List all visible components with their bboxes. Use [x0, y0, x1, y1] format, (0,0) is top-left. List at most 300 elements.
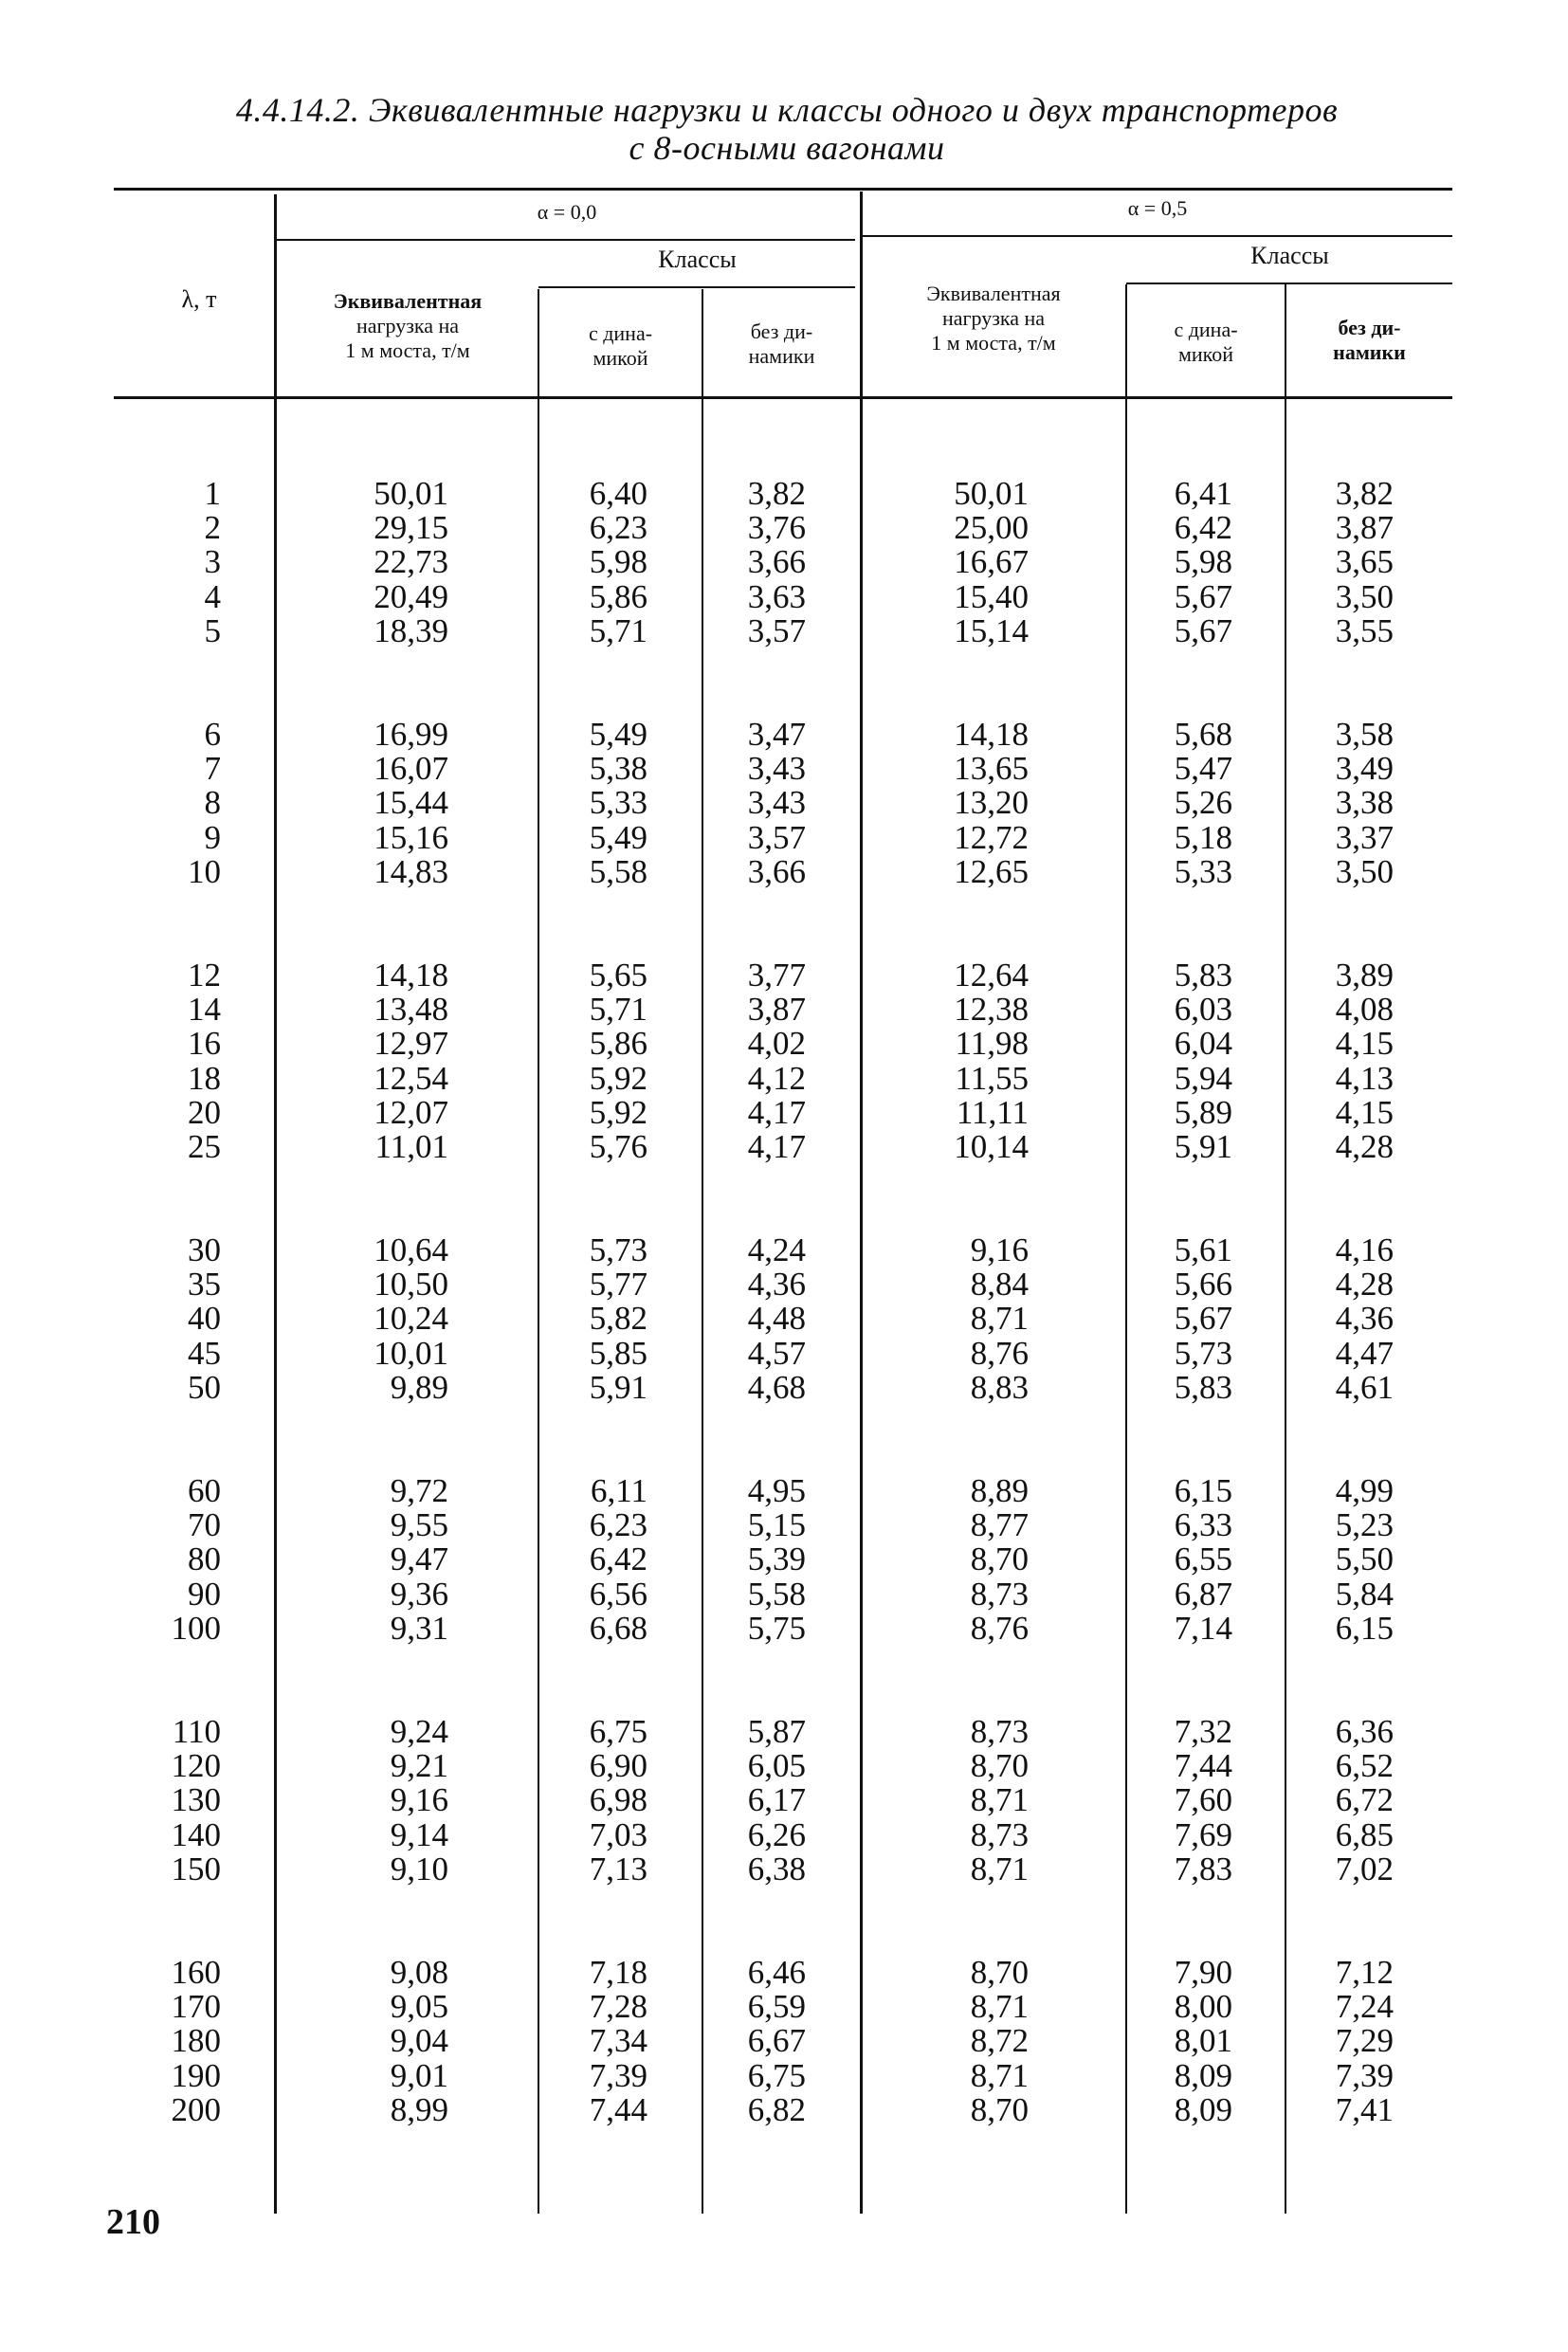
- column-a5-with-dynamics-group-4: [1081, 1233, 1232, 1405]
- table-cell: 3,87: [1335, 509, 1394, 547]
- table-cell: 14,83: [374, 852, 448, 890]
- table-cell: 10,64: [374, 1231, 448, 1268]
- column-a0-with-dynamics-group-7: [496, 1956, 647, 2127]
- table-cell: 3,63: [747, 577, 806, 615]
- table-cell: 4,13: [1335, 1059, 1394, 1097]
- header-classes-a5: Классы: [1250, 242, 1329, 269]
- table-cell: 90: [188, 1575, 221, 1613]
- table-cell: 4,08: [1335, 991, 1394, 1029]
- column-a5-with-dynamics-group-5: [1081, 1474, 1232, 1646]
- table-cell: 8,73: [970, 1815, 1029, 1853]
- table-cell: 9,16: [970, 1231, 1029, 1268]
- table-cell: 6,11: [591, 1472, 647, 1509]
- table-cell: 6,26: [747, 1815, 806, 1853]
- table-cell: 22,73: [374, 543, 448, 581]
- table-cell: 20: [188, 1093, 221, 1131]
- table-cell: 4,57: [747, 1334, 806, 1372]
- table-cell: 5,98: [1174, 543, 1232, 581]
- column-a0-without-dynamics-group-5: [654, 1474, 806, 1646]
- table-cell: 3,89: [1335, 957, 1394, 994]
- table-cell: 14,18: [374, 957, 448, 994]
- table-cell: 8: [204, 784, 221, 822]
- table-cell: 10,01: [374, 1334, 448, 1372]
- table-cell: 15,44: [374, 784, 448, 822]
- table-cell: 130: [171, 1781, 221, 1819]
- column-a0-load-group-7: [297, 1956, 448, 2127]
- table-cell: 5,67: [1174, 611, 1232, 649]
- table-cell: 6,82: [747, 2090, 806, 2128]
- table-cell: 5,71: [589, 991, 647, 1029]
- table-cell: 5,87: [747, 1713, 806, 1750]
- column-a0-with-dynamics-group-5: [496, 1474, 647, 1646]
- table-cell: 8,00: [1174, 1988, 1232, 2026]
- table-cell: 15,40: [954, 577, 1029, 615]
- table-cell: 5,61: [1174, 1231, 1232, 1268]
- table-cell: 5,89: [1174, 1093, 1232, 1131]
- column-a0-without-dynamics-group-3: [654, 958, 806, 1164]
- column-divider-lambda: [274, 194, 277, 2214]
- column-a5-load-group-1: [877, 477, 1029, 648]
- table-cell: 5,86: [589, 577, 647, 615]
- page-number: 210: [106, 2202, 160, 2242]
- table-cell: 5,67: [1174, 1300, 1232, 1338]
- table-cell: 45: [188, 1334, 221, 1372]
- table-cell: 7,83: [1174, 1850, 1232, 1887]
- column-lambda-group-1: [69, 477, 221, 648]
- table-cell: 10,24: [374, 1300, 448, 1338]
- table-cell: 9,14: [390, 1815, 448, 1853]
- alpha-header-rule-left: [275, 239, 855, 241]
- table-cell: 6,52: [1335, 1747, 1394, 1785]
- table-cell: 4,24: [747, 1231, 806, 1268]
- table-cell: 4: [204, 577, 221, 615]
- table-cell: 3,50: [1335, 577, 1394, 615]
- table-cell: 8,71: [970, 2056, 1029, 2094]
- header-without-dyn-a0-line1: без ди-: [750, 319, 813, 343]
- table-cell: 7,02: [1335, 1850, 1394, 1887]
- table-cell: 5,71: [589, 611, 647, 649]
- table-cell: 3,65: [1335, 543, 1394, 581]
- column-a5-load-group-3: [877, 958, 1029, 1164]
- table-cell: 9,36: [390, 1575, 448, 1613]
- table-cell: 5,15: [747, 1506, 806, 1544]
- table-cell: 5,33: [1174, 852, 1232, 890]
- table-cell: 8,71: [970, 1781, 1029, 1819]
- table-cell: 8,70: [970, 1541, 1029, 1578]
- table-cell: 3,82: [747, 475, 806, 512]
- table-cell: 190: [171, 2056, 221, 2094]
- column-a0-load-group-5: [297, 1474, 448, 1646]
- table-cell: 29,15: [374, 509, 448, 547]
- column-a5-without-dynamics-group-7: [1242, 1956, 1394, 2127]
- table-cell: 25,00: [954, 509, 1029, 547]
- table-cell: 5,75: [747, 1609, 806, 1647]
- table-cell: 5,33: [589, 784, 647, 822]
- table-cell: 9,31: [390, 1609, 448, 1647]
- table-cell: 4,68: [747, 1368, 806, 1406]
- table-cell: 5,73: [1174, 1334, 1232, 1372]
- header-alpha-05: α = 0,5: [1127, 196, 1188, 220]
- table-cell: 5,77: [589, 1266, 647, 1304]
- table-cell: 4,17: [747, 1127, 806, 1165]
- table-title-line-1: 4.4.14.2. Эквивалентные нагрузки и классы одного и двух транспортеров: [235, 91, 1339, 129]
- table-cell: 7,41: [1335, 2090, 1394, 2128]
- table-cell: 8,73: [970, 1575, 1029, 1613]
- table-cell: 2: [204, 509, 221, 547]
- table-cell: 50,01: [374, 475, 448, 512]
- table-cell: 7,03: [589, 1815, 647, 1853]
- table-cell: 8,70: [970, 1747, 1029, 1785]
- table-cell: 16,67: [954, 543, 1029, 581]
- table-cell: 9,47: [390, 1541, 448, 1578]
- table-cell: 9,72: [390, 1472, 448, 1509]
- table-cell: 14: [188, 991, 221, 1029]
- column-a5-without-dynamics-group-3: [1242, 958, 1394, 1164]
- table-cell: 6,42: [1174, 509, 1232, 547]
- table-cell: 5,91: [1174, 1127, 1232, 1165]
- table-cell: 7,28: [589, 1988, 647, 2026]
- table-cell: 3,87: [747, 991, 806, 1029]
- table-cell: 9,21: [390, 1747, 448, 1785]
- table-cell: 8,70: [970, 1954, 1029, 1991]
- table-cell: 7,24: [1335, 1988, 1394, 2026]
- table-cell: 8,71: [970, 1988, 1029, 2026]
- table-cell: 6,55: [1174, 1541, 1232, 1578]
- header-without-dyn-a5-line1: без ди-: [1338, 316, 1401, 339]
- table-cell: 12,65: [954, 852, 1029, 890]
- table-cell: 30: [188, 1231, 221, 1268]
- table-cell: 6,75: [589, 1713, 647, 1750]
- table-cell: 6,17: [747, 1781, 806, 1819]
- table-cell: 5,23: [1335, 1506, 1394, 1544]
- table-cell: 16: [188, 1025, 221, 1063]
- table-cell: 8,84: [970, 1266, 1029, 1304]
- column-a5-with-dynamics-group-7: [1081, 1956, 1232, 2127]
- table-cell: 4,99: [1335, 1472, 1394, 1509]
- table-cell: 5,39: [747, 1541, 806, 1578]
- table-cell: 3,77: [747, 957, 806, 994]
- column-a5-load-group-6: [877, 1715, 1029, 1887]
- table-cell: 3,38: [1335, 784, 1394, 822]
- table-cell: 12,38: [954, 991, 1029, 1029]
- table-cell: 6,04: [1174, 1025, 1232, 1063]
- table-cell: 3,47: [747, 716, 806, 753]
- column-a0-load-group-3: [297, 958, 448, 1164]
- table-cell: 9,55: [390, 1506, 448, 1544]
- header-without-dyn-a5-line2: намики: [1333, 340, 1406, 364]
- table-cell: 1: [204, 475, 221, 512]
- table-cell: 4,17: [747, 1093, 806, 1131]
- table-cell: 100: [171, 1609, 221, 1647]
- column-a0-without-dynamics-group-6: [654, 1715, 806, 1887]
- table-cell: 5,47: [1174, 750, 1232, 788]
- table-cell: 3: [204, 543, 221, 581]
- table-cell: 6,36: [1335, 1713, 1394, 1750]
- table-cell: 5,58: [589, 852, 647, 890]
- header-without-dyn-a0-line2: намики: [748, 344, 815, 368]
- header-equiv-a5-line2: нагрузка на: [941, 306, 1046, 330]
- table-cell: 6,41: [1174, 475, 1232, 512]
- table-cell: 13,48: [374, 991, 448, 1029]
- table-cell: 14,18: [954, 716, 1029, 753]
- table-cell: 4,16: [1335, 1231, 1394, 1268]
- table-cell: 50,01: [954, 475, 1029, 512]
- table-cell: 7,14: [1174, 1609, 1232, 1647]
- table-cell: 35: [188, 1266, 221, 1304]
- table-cell: 3,43: [747, 750, 806, 788]
- table-cell: 12,07: [374, 1093, 448, 1131]
- table-cell: 12: [188, 957, 221, 994]
- table-cell: 3,37: [1335, 818, 1394, 856]
- table-cell: 4,36: [1335, 1300, 1394, 1338]
- classes-rule-right: [1126, 283, 1452, 284]
- table-cell: 5,50: [1335, 1541, 1394, 1578]
- column-lambda-group-3: [69, 958, 221, 1164]
- table-cell: 120: [171, 1747, 221, 1785]
- table-cell: 8,09: [1174, 2090, 1232, 2128]
- table-cell: 8,83: [970, 1368, 1029, 1406]
- table-cell: 7,44: [1174, 1747, 1232, 1785]
- column-lambda-group-7: [69, 1956, 221, 2127]
- table-cell: 15,16: [374, 818, 448, 856]
- column-a0-without-dynamics-group-4: [654, 1233, 806, 1405]
- table-cell: 9,05: [390, 1988, 448, 2026]
- table-cell: 5,76: [589, 1127, 647, 1165]
- table-cell: 6,90: [589, 1747, 647, 1785]
- column-a0-load-group-6: [297, 1715, 448, 1887]
- column-a5-load-group-7: [877, 1956, 1029, 2127]
- table-cell: 80: [188, 1541, 221, 1578]
- column-a5-load-group-2: [877, 718, 1029, 889]
- table-cell: 10: [188, 852, 221, 890]
- table-cell: 5: [204, 611, 221, 649]
- table-cell: 6,03: [1174, 991, 1232, 1029]
- table-cell: 8,70: [970, 2090, 1029, 2128]
- classes-rule-left: [538, 286, 855, 288]
- table-cell: 16,99: [374, 716, 448, 753]
- table-cell: 5,65: [589, 957, 647, 994]
- table-cell: 5,73: [589, 1231, 647, 1268]
- table-cell: 5,94: [1174, 1059, 1232, 1097]
- table-cell: 12,72: [954, 818, 1029, 856]
- table-cell: 6,98: [589, 1781, 647, 1819]
- column-lambda-group-2: [69, 718, 221, 889]
- table-cell: 5,68: [1174, 716, 1232, 753]
- table-cell: 9,24: [390, 1713, 448, 1750]
- table-cell: 70: [188, 1506, 221, 1544]
- table-cell: 9,08: [390, 1954, 448, 1991]
- table-cell: 5,83: [1174, 957, 1232, 994]
- table-cell: 160: [171, 1954, 221, 1991]
- table-cell: 5,84: [1335, 1575, 1394, 1613]
- table-cell: 8,01: [1174, 2022, 1232, 2060]
- column-divider-alpha: [860, 191, 863, 2214]
- table-cell: 4,02: [747, 1025, 806, 1063]
- table-cell: 3,49: [1335, 750, 1394, 788]
- table-cell: 4,28: [1335, 1127, 1394, 1165]
- table-cell: 4,28: [1335, 1266, 1394, 1304]
- table-cell: 7,12: [1335, 1954, 1394, 1991]
- header-with-dyn-a0-line1: с дина-: [588, 321, 653, 345]
- table-cell: 6,23: [589, 1506, 647, 1544]
- table-cell: 11,11: [956, 1093, 1029, 1131]
- table-cell: 6,38: [747, 1850, 806, 1887]
- table-cell: 8,89: [970, 1472, 1029, 1509]
- table-cell: 4,47: [1335, 1334, 1394, 1372]
- header-classes-a0: Классы: [658, 246, 737, 273]
- table-cell: 8,99: [390, 2090, 448, 2128]
- table-cell: 3,66: [747, 852, 806, 890]
- table-cell: 9,10: [390, 1850, 448, 1887]
- table-cell: 7,90: [1174, 1954, 1232, 1991]
- table-cell: 10,50: [374, 1266, 448, 1304]
- table-cell: 8,71: [970, 1300, 1029, 1338]
- table-cell: 8,73: [970, 1713, 1029, 1750]
- table-cell: 6,33: [1174, 1506, 1232, 1544]
- table-cell: 150: [171, 1850, 221, 1887]
- column-lambda-group-6: [69, 1715, 221, 1887]
- table-cell: 6,15: [1335, 1609, 1394, 1647]
- table-cell: 25: [188, 1127, 221, 1165]
- table-cell: 7,39: [589, 2056, 647, 2094]
- column-lambda-group-5: [69, 1474, 221, 1646]
- table-cell: 7: [204, 750, 221, 788]
- header-with-dyn-a5-line2: микой: [1177, 342, 1234, 366]
- table-cell: 5,92: [589, 1059, 647, 1097]
- header-with-dyn-a5-line1: с дина-: [1174, 318, 1238, 341]
- table-cell: 6,59: [747, 1988, 806, 2026]
- column-lambda-group-4: [69, 1233, 221, 1405]
- table-cell: 4,48: [747, 1300, 806, 1338]
- table-cell: 12,64: [954, 957, 1029, 994]
- table-cell: 6: [204, 716, 221, 753]
- table-cell: 5,49: [589, 716, 647, 753]
- table-cell: 8,77: [970, 1506, 1029, 1544]
- table-cell: 10,14: [954, 1127, 1029, 1165]
- table-cell: 5,58: [747, 1575, 806, 1613]
- table-cell: 7,29: [1335, 2022, 1394, 2060]
- table-cell: 6,42: [589, 1541, 647, 1578]
- table-cell: 8,71: [970, 1850, 1029, 1887]
- table-cell: 3,50: [1335, 852, 1394, 890]
- column-a0-without-dynamics-group-2: [654, 718, 806, 889]
- table-cell: 11,55: [955, 1059, 1029, 1097]
- header-lambda: λ, т: [181, 285, 217, 313]
- table-cell: 6,15: [1174, 1472, 1232, 1509]
- table-cell: 11,98: [955, 1025, 1029, 1063]
- column-a5-without-dynamics-group-6: [1242, 1715, 1394, 1887]
- table-cell: 18: [188, 1059, 221, 1097]
- table-cell: 200: [171, 2090, 221, 2128]
- table-cell: 5,82: [589, 1300, 647, 1338]
- table-cell: 9,89: [390, 1368, 448, 1406]
- header-alpha-0: α = 0,0: [537, 200, 597, 224]
- header-bottom-rule: [114, 396, 1452, 399]
- table-cell: 3,57: [747, 818, 806, 856]
- table-cell: 7,39: [1335, 2056, 1394, 2094]
- table-cell: 8,76: [970, 1609, 1029, 1647]
- table-cell: 6,85: [1335, 1815, 1394, 1853]
- column-a0-without-dynamics-group-1: [654, 477, 806, 648]
- table-cell: 13,20: [954, 784, 1029, 822]
- column-a0-load-group-4: [297, 1233, 448, 1405]
- column-a5-with-dynamics-group-2: [1081, 718, 1232, 889]
- table-cell: 6,23: [589, 509, 647, 547]
- table-cell: 5,92: [589, 1093, 647, 1131]
- table-cell: 6,46: [747, 1954, 806, 1991]
- table-title-line-2: с 8-осными вагонами: [629, 129, 945, 167]
- table-cell: 3,58: [1335, 716, 1394, 753]
- header-equiv-a0-line1: Эквивалентная: [333, 289, 483, 313]
- table-cell: 180: [171, 2022, 221, 2060]
- header-equiv-a0-line3: 1 м моста, т/м: [345, 338, 470, 362]
- header-equiv-a5-line1: Эквивалентная: [926, 282, 1061, 305]
- table-cell: 9,04: [390, 2022, 448, 2060]
- table-cell: 40: [188, 1300, 221, 1338]
- column-a0-without-dynamics-group-7: [654, 1956, 806, 2127]
- table-cell: 4,36: [747, 1266, 806, 1304]
- table-cell: 12,54: [374, 1059, 448, 1097]
- column-a5-with-dynamics-group-1: [1081, 477, 1232, 648]
- table-cell: 5,83: [1174, 1368, 1232, 1406]
- table-cell: 12,97: [374, 1025, 448, 1063]
- table-cell: 5,98: [589, 543, 647, 581]
- table-cell: 5,91: [589, 1368, 647, 1406]
- table-cell: 4,95: [747, 1472, 806, 1509]
- table-cell: 7,32: [1174, 1713, 1232, 1750]
- column-a0-load-group-1: [297, 477, 448, 648]
- table-cell: 9: [204, 818, 221, 856]
- column-a5-without-dynamics-group-5: [1242, 1474, 1394, 1646]
- table-cell: 20,49: [374, 577, 448, 615]
- column-a5-without-dynamics-group-1: [1242, 477, 1394, 648]
- table-cell: 6,68: [589, 1609, 647, 1647]
- table-cell: 4,15: [1335, 1025, 1394, 1063]
- table-cell: 5,67: [1174, 577, 1232, 615]
- table-cell: 3,76: [747, 509, 806, 547]
- table-cell: 110: [172, 1713, 221, 1750]
- table-cell: 6,56: [589, 1575, 647, 1613]
- table-top-rule: [114, 188, 1452, 191]
- table-cell: 5,66: [1174, 1266, 1232, 1304]
- table-cell: 6,87: [1174, 1575, 1232, 1613]
- column-a0-with-dynamics-group-2: [496, 718, 647, 889]
- column-a5-without-dynamics-group-2: [1242, 718, 1394, 889]
- table-cell: 7,60: [1174, 1781, 1232, 1819]
- table-cell: 5,49: [589, 818, 647, 856]
- table-cell: 8,09: [1174, 2056, 1232, 2094]
- column-a5-with-dynamics-group-6: [1081, 1715, 1232, 1887]
- column-a0-with-dynamics-group-4: [496, 1233, 647, 1405]
- table-cell: 170: [171, 1988, 221, 2026]
- table-cell: 50: [188, 1368, 221, 1406]
- table-cell: 3,82: [1335, 475, 1394, 512]
- table-cell: 3,57: [747, 611, 806, 649]
- table-cell: 7,13: [589, 1850, 647, 1887]
- header-equiv-a0-line2: нагрузка на: [356, 314, 460, 337]
- column-a5-load-group-4: [877, 1233, 1029, 1405]
- table-cell: 9,01: [390, 2056, 448, 2094]
- table-cell: 7,18: [589, 1954, 647, 1991]
- header-equiv-a5-line3: 1 м моста, т/м: [931, 331, 1056, 355]
- table-cell: 8,72: [970, 2022, 1029, 2060]
- table-cell: 6,67: [747, 2022, 806, 2060]
- table-cell: 60: [188, 1472, 221, 1509]
- table-cell: 3,66: [747, 543, 806, 581]
- column-a0-with-dynamics-group-6: [496, 1715, 647, 1887]
- table-cell: 16,07: [374, 750, 448, 788]
- column-a0-load-group-2: [297, 718, 448, 889]
